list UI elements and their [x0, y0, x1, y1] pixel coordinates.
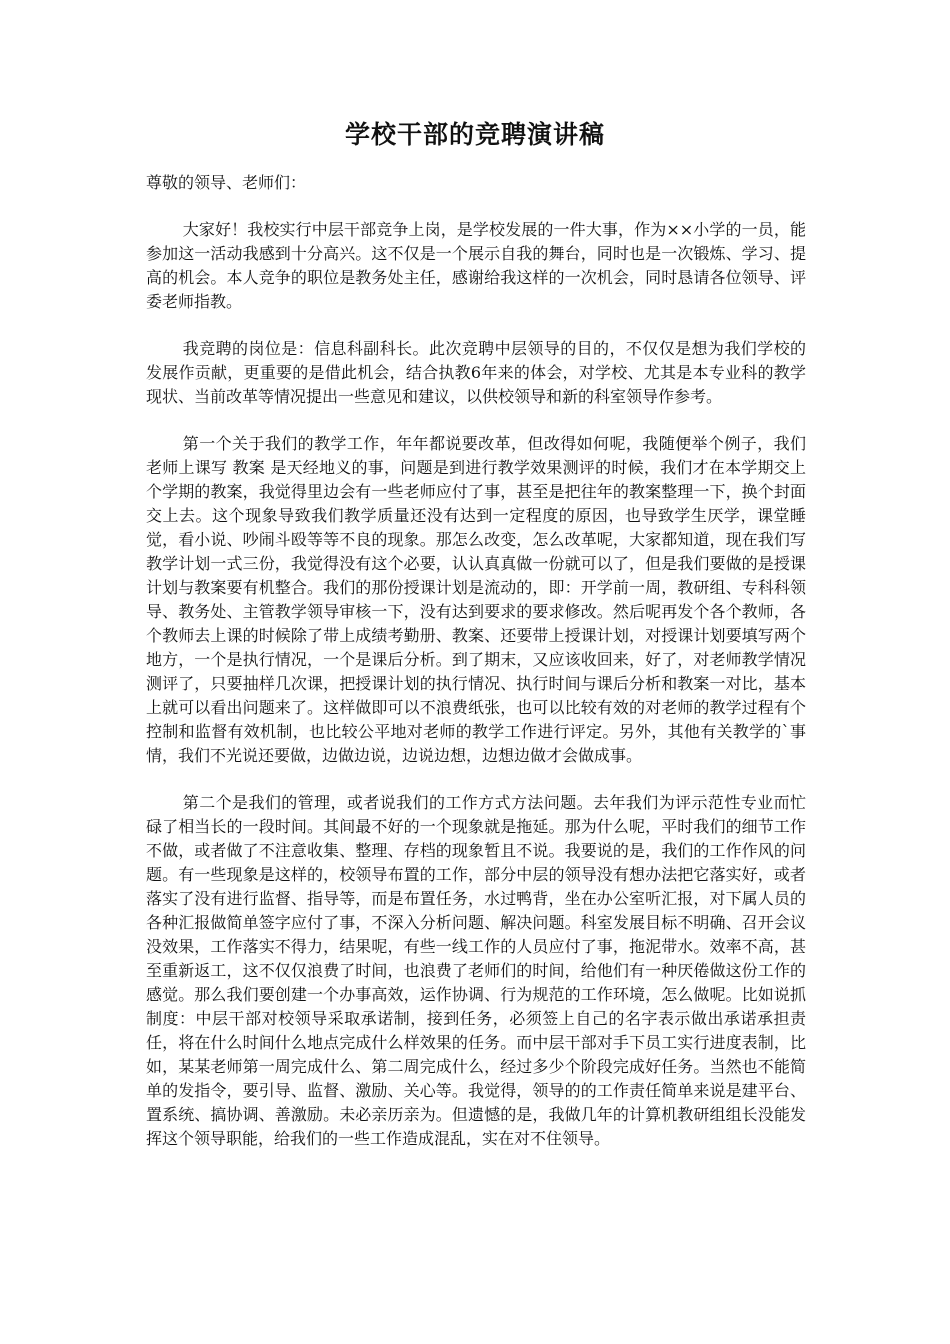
salutation: 尊敬的领导、老师们： [146, 173, 307, 192]
paragraph-greeting: 大家好！我校实行中层干部竞争上岗，是学校发展的一件大事，作为××小学的一员，能参加这一活动我感到十分高兴。这不仅是一个展示自我的舞台，同时也是一次锻炼、学习、提高的机会。本人竞争的职位是教务处主任，感谢给我这样的一次机会，同时恳请各位领导、评委老师指教。 [146, 220, 806, 311]
paragraph-position: 我竞聘的岗位是：信息科副科长。此次竞聘中层领导的目的，不仅仅是想为我们学校的发展作贡献，更重要的是借此机会，结合执教6年来的体会，对学校、尤其是本专业科的教学现状、当前改革等情况提出一些意见和建议，以供校领导和新的科室领导作参考。 [146, 339, 806, 406]
paragraph-management: 第二个是我们的管理，或者说我们的工作方式方法问题。去年我们为评示范性专业而忙碌了相当长的一段时间。其间最不好的一个现象就是拖延。那为什么呢，平时我们的细节工作不做，或者做了不注意收集、整理、存档的现象暂且不说。我要说的是，我们的工作作风的问题。有一些现象是这样的，校领导布置的工作，部分中层的领导没有想办法把它落实好，或者落实了没有进行监督、指导等，而是布置任务，水过鸭背，坐在办公室听汇报，对下属人员的各种汇报做简单签字应付了事，不深入分析问题、解决问题。科室发展目标不明确、召开会议没效果，工作落实不得力，结果呢，有些一线工作的人员应付了事，拖泥带水。效率不高，甚至重新返工，这不仅仅浪费了时间，也浪费了老师们的时间，给他们有一种厌倦做这份工作的感觉。那么我们要创建一个办事高效，运作协调、行为规范的工作环境，怎么做呢。比如说抓制度：中层干部对校领导采取承诺制，接到任务，必须签上自己的名字表示做出承诺承担责任，将在什么时间什么地点完成什么样效果的任务。而中层干部对手下员工实行进度表制，比如，某某老师第一周完成什么、第二周完成什么，经过多少个阶段完成好任务。当然也不能简单的发指令，要引导、监督、激励、关心等。我觉得，领导的的工作责任简单来说是建平台、置系统、搞协调、善激励。未必亲历亲为。但遗憾的是，我做几年的计算机教研组组长没能发挥这个领导职能，给我们的一些工作造成混乱，实在对不住领导。 [146, 793, 806, 1148]
paragraph-teaching-work: 第一个关于我们的教学工作，年年都说要改革，但改得如何呢，我随便举个例子，我们老师上课写 教案 是天经地义的事，问题是到进行教学效果测评的时候，我们才在本学期交上个学期的教案，我觉得里边会有一些老师应付了事，甚至是把往年的教案整理一下，换个封面交上去。这个现象导致我们教学质量还没有达到一定程度的原因，也导致学生厌学，课堂睡觉，看小说、吵闹斗殴等等不良的现象。那怎么改变，怎么改革呢，大家都知道，现在我们写教学计划一式三份，我觉得没有这个必要，认认真真做一份就可以了，但是我们要做的是授课计划与教案要有机整合。我们的那份授课计划是流动的，即：开学前一周，教研组、专科科领导、教务处、主管教学领导审核一下，没有达到要求的要求修改。然后呢再发个各个教师，各个教师去上课的时候除了带上成绩考勤册、教案、还要带上授课计划，对授课计划要填写两个地方，一个是执行情况，一个是课后分析。到了期末，又应该收回来，好了，对老师教学情况测评了，只要抽样几次课，把授课计划的执行情况、执行时间与课后分析和教案一对比，基本上就可以看出问题来了。这样做即可以不浪费纸张，也可以比较有效的对老师的教学过程有个控制和监督有效机制，也比较公平地对老师的教学工作进行评定。另外，其他有关教学的`事情，我们不光说还要做，边做边说，边说边想，边想边做才会做成事。 [146, 434, 806, 765]
document-body [146, 218, 806, 1174]
document-title: 学校干部的竞聘演讲稿 [344, 120, 605, 149]
